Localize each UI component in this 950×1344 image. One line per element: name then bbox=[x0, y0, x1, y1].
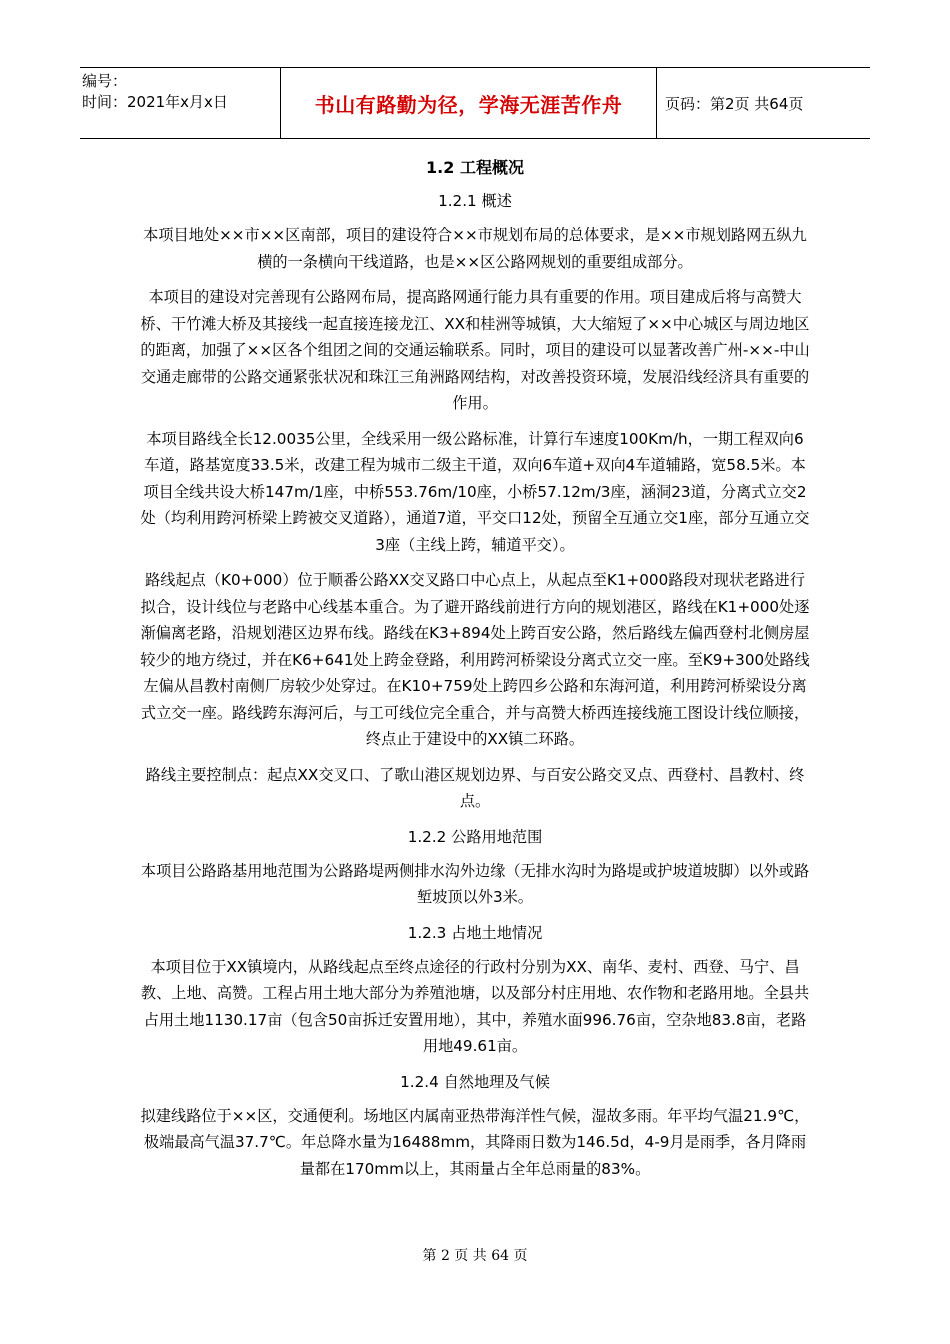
paragraph: 本项目地处××市××区南部，项目的建设符合××市规划布局的总体要求，是××市规划路网五纵九横的一条横向干线道路，也是××区公路网规划的重要组成部分。 bbox=[143, 226, 807, 271]
header-page-info: 页码：第2页 共64页 bbox=[665, 94, 804, 113]
subsection-title: 1.2.3 占地土地情况 bbox=[407, 923, 543, 942]
paragraph: 拟建线路位于××区，交通便利。场地区内属南亚热带海洋性气候，湿故多雨。年平均气温21.9℃，极端最高气温37.7℃。年总降水量为16488mm，其降雨日数为146.5d，4-9月是雨季，各月降雨量都在170mm以上，其雨量占全年总雨量的83%。 bbox=[140, 1106, 810, 1178]
header-motto: 书山有路勤为径，学海无涯苦作舟 bbox=[281, 68, 657, 138]
paragraph: 本项目公路路基用地范围为公路路堤两侧排水沟外边缘（无排水沟时为路堤或护坡道坡脚）以外或路堑坡顶以外3米。 bbox=[140, 861, 810, 906]
document-number-label: 编号： bbox=[82, 72, 128, 90]
document-date: 时间：2021年x月x日 bbox=[82, 93, 228, 111]
paragraph: 本项目路线全长12.0035公里，全线采用一级公路标准，计算行车速度100Km/h，一期工程双向6车道，路基宽度33.5米，改建工程为城市二级主干道，双向6车道+双向4车道辅路，宽58.5米。本项目全线共设大桥147m/1座，中桥553.76m/10座，小桥57.12m/3座，涵洞23道，分离式立交2处（均利用跨河桥梁上跨被交叉道路），通道7道，平交口12处，预留全互通立交1座，部分互通立交3座（主线上跨，辅道平交）。 bbox=[140, 429, 810, 554]
document-body bbox=[140, 150, 810, 1191]
paragraph: 路线起点（K0+000）位于顺番公路XX交叉路口中心点上，从起点至K1+000路段对现状老路进行拟合，设计线位与老路中心线基本重合。为了避开路线前进行方向的规划港区，路线在K1+000处逐渐偏离老路，沿规划港区边界布线。路线在K3+894处上跨百安公路，然后路线左偏西登村北侧房屋较少的地方绕过，并在K6+641处上跨金登路，利用跨河桥梁设分离式立交一座。至K9+300处路线左偏从昌教村南侧厂房较少处穿过。在K10+759处上跨四乡公路和东海河道，利用跨河桥梁设分离式立交一座。路线跨东海河后，与工可线位完全重合，并与高赞大桥西连接线施工图设计线位顺接，终点止于建设中的XX镇二环路。 bbox=[140, 571, 810, 748]
paragraph: 路线主要控制点：起点XX交叉口、了歌山港区规划边界、与百安公路交叉点、西登村、昌教村、终点。 bbox=[145, 765, 805, 810]
paragraph: 本项目位于XX镇境内，从路线起点至终点途径的行政村分别为XX、南华、麦村、西登、马宁、昌教、上地、高赞。工程占用土地大部分为养殖池塘，以及部分村庄用地、农作物和老路用地。全县共占用土地1130.17亩（包含50亩拆迁安置用地），其中，养殖水面996.76亩，空杂地83.8亩，老路用地49.61亩。 bbox=[140, 957, 810, 1055]
page-footer: 第 2 页 共 64 页 bbox=[422, 1248, 528, 1264]
subsection-title: 1.2.4 自然地理及气候 bbox=[400, 1072, 550, 1091]
page-header bbox=[80, 67, 870, 139]
section-heading: 1.2 工程概况 bbox=[426, 158, 524, 177]
paragraph: 本项目的建设对完善现有公路网布局，提高路网通行能力具有重要的作用。项目建成后将与高赞大桥、干竹滩大桥及其接线一起直接连接龙江、XX和桂洲等城镇，大大缩短了××中心城区与周边地区的距离，加强了××区各个组团之间的交通运输联系。同时，项目的建设可以显著改善广州-××-中山交通走廊带的公路交通紧张状况和珠江三角洲路网结构，对改善投资环境，发展沿线经济具有重要的作用。 bbox=[140, 288, 810, 412]
subsection-title: 1.2.1 概述 bbox=[438, 192, 512, 210]
subsection-title: 1.2.2 公路用地范围 bbox=[407, 827, 543, 846]
header-meta bbox=[80, 68, 281, 138]
